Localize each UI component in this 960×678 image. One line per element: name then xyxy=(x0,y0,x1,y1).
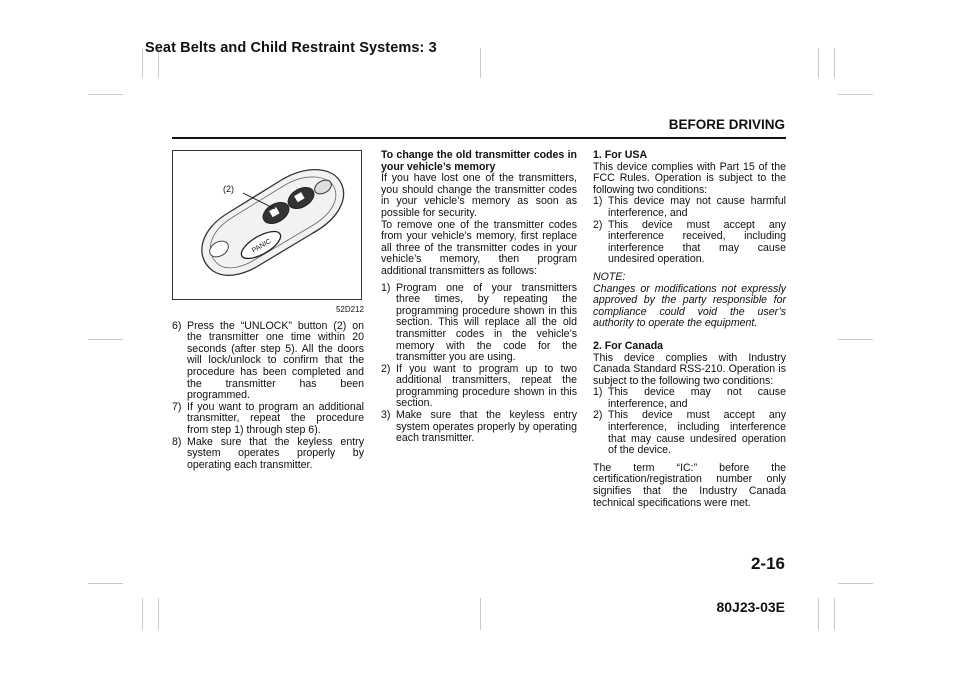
note-label: NOTE: xyxy=(593,270,626,283)
paragraph: If you have lost one of the transmitters, you should change the transmitter codes in your vehicle’s memory as soon as possible for security. xyxy=(381,172,577,219)
crop-mark xyxy=(818,48,819,78)
steps-list xyxy=(172,321,364,472)
document-code: 80J23-03E xyxy=(716,599,785,615)
list-item: 1) This device may not cause interference, and xyxy=(593,386,786,410)
column-1 xyxy=(172,150,364,471)
panic-button-label: PANIC xyxy=(250,238,273,255)
header-rule xyxy=(172,137,786,139)
subsection-heading: To change the old transmitter codes in your vehicle’s memory xyxy=(381,149,577,173)
paragraph: To remove one of the transmitter codes from your vehicle’s memory, first replace all three of the transmitter codes in your vehicle’s memory, then program additional transmitters as follows: xyxy=(381,218,577,277)
paragraph: The term “IC:” before the certification/registration number only signifies that the Industry Canada technical specifications were met. xyxy=(593,461,786,509)
canada-heading: 2. For Canada xyxy=(593,339,664,352)
list-item: 8) Make sure that the keyless entry system operates properly by operating each transmitter. xyxy=(172,435,364,471)
paragraph: This device complies with Part 15 of the FCC Rules. Operation is subject to the following two conditions: xyxy=(593,160,786,196)
chapter-title: BEFORE DRIVING xyxy=(668,117,785,132)
list-item: 7) If you want to program an additional transmitter, repeat the procedure from step 1) through step 6). xyxy=(172,400,364,436)
crop-mark xyxy=(480,48,481,78)
usa-heading: 1. For USA xyxy=(593,149,648,161)
paragraph: This device complies with Industry Canada Standard RSS-210. Operation is subject to the following two conditions: xyxy=(593,351,786,387)
list-item: 3) Make sure that the keyless entry system operates properly by operating each transmitter. xyxy=(381,409,577,445)
crop-mark xyxy=(834,48,835,78)
figure-code: 52D212 xyxy=(335,305,364,314)
crop-mark xyxy=(818,598,819,630)
crop-mark xyxy=(142,48,143,78)
list-item: 1) This device may not cause harmful interference, and xyxy=(593,195,786,219)
transmitter-figure xyxy=(172,150,362,300)
conditions-list xyxy=(593,387,786,457)
crop-mark xyxy=(838,339,873,340)
key-fob-illustration xyxy=(173,151,362,300)
conditions-list xyxy=(593,196,786,266)
column-3 xyxy=(593,150,786,514)
crop-mark xyxy=(142,598,143,630)
list-item: 2) If you want to program up to two additional transmitters, repeat the programming procedure shown in this section. xyxy=(381,362,577,410)
crop-mark xyxy=(480,598,481,630)
list-item: 2) This device must accept any interference, including interference that may cause undesired operation of the device. xyxy=(593,409,786,457)
crop-mark xyxy=(838,94,873,95)
list-item: 2) This device must accept any interference received, including interference that may cause undesired operation. xyxy=(593,218,786,266)
list-item: 6) Press the “UNLOCK” button (2) on the transmitter one time within 20 seconds (after step 5). All the doors will lock/unlock to confirm that the procedure has been completed and the transmitter has been programmed. xyxy=(172,319,364,402)
column-2 xyxy=(381,150,577,445)
section-title: Seat Belts and Child Restraint Systems: 3 xyxy=(145,40,437,56)
crop-mark xyxy=(838,583,873,584)
crop-mark xyxy=(88,94,123,95)
crop-mark xyxy=(834,598,835,630)
note-text: Changes or modifications not expressly approved by the party responsible for compliance could void the user’s authority to operate the equipment. xyxy=(593,282,786,330)
list-item: 1) Program one of your transmitters three times, by repeating the programming procedure shown in this section. This will replace all the old transmitter codes in the vehicle’s memory with the code for the transmitter you are using. xyxy=(381,281,577,364)
page-number: 2-16 xyxy=(750,554,785,573)
crop-mark xyxy=(158,598,159,630)
crop-mark xyxy=(88,339,123,340)
steps-list xyxy=(381,283,577,445)
callout-label: (2) xyxy=(223,184,234,194)
crop-mark xyxy=(88,583,123,584)
